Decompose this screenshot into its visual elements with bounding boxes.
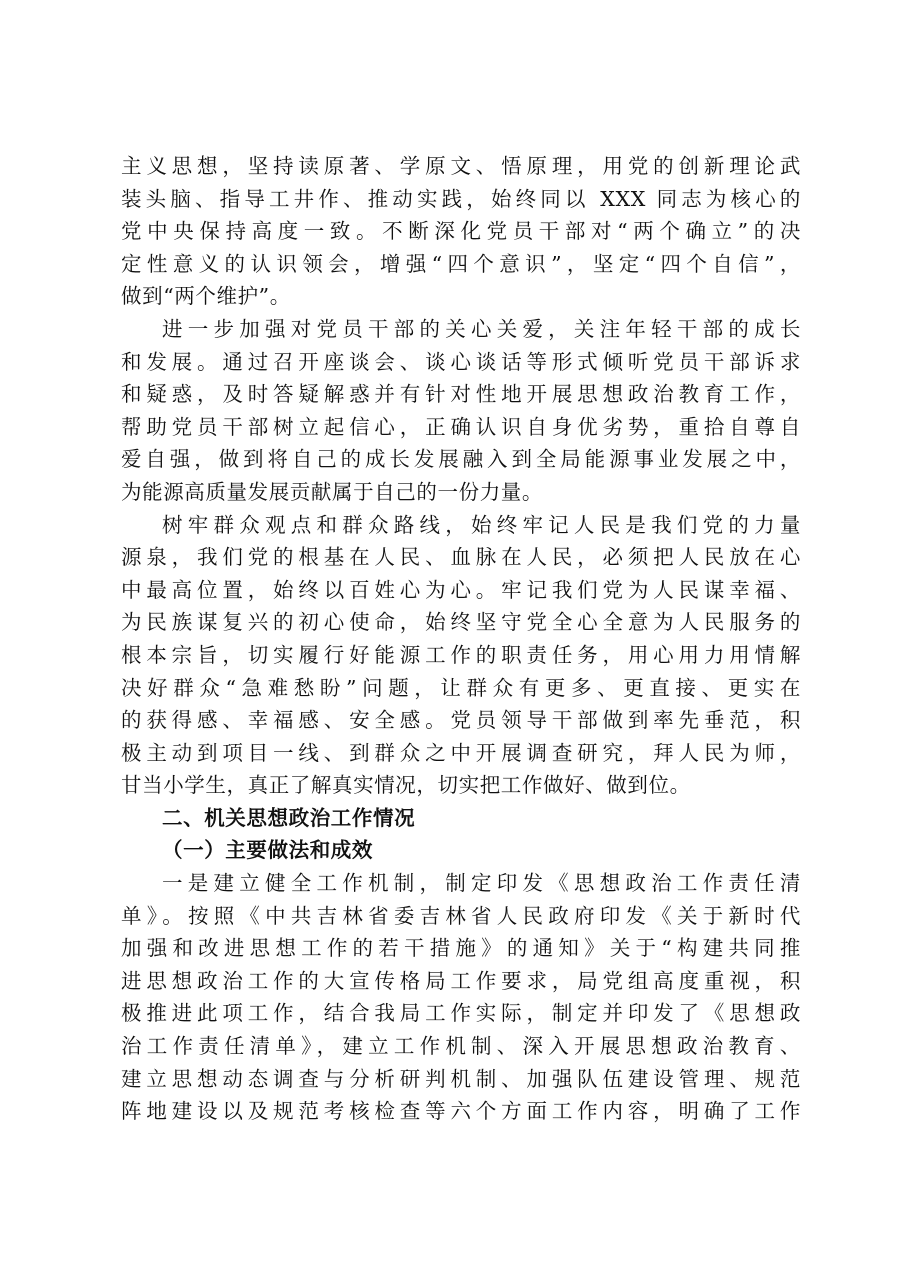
paragraph-4 <box>121 867 801 1128</box>
text-line: 极主动到项目一线、到群众之中开展调查研究，拜人民为师， <box>121 740 801 765</box>
paragraph-3 <box>121 509 801 802</box>
text-line: 和疑惑，及时答疑解惑并有针对性地开展思想政治教育工作， <box>121 382 801 407</box>
text-line: 的获得感、幸福感、安全感。党员领导干部做到率先垂范，积 <box>121 708 801 733</box>
text-line: 阵地建设以及规范考核检查等六个方面工作内容，明确了工作 <box>121 1099 801 1124</box>
paragraph-1 <box>121 150 801 313</box>
text-line: 治工作责任清单》，建立工作机制、深入开展思想政治教育、 <box>121 1034 801 1059</box>
text-line: 装头脑、指导工井作、推动实践，始终同以 XXX 同志为核心的 <box>121 186 801 211</box>
section-heading-text: 二、机关思想政治工作情况 <box>162 805 416 830</box>
text-line: 进思想政治工作的大宣传格局工作要求，局党组高度重视，积 <box>121 968 801 993</box>
text-line: 甘当小学生，真正了解真实情况，切实把工作做好、做到位。 <box>121 773 691 798</box>
text-line: 建立思想动态调查与分析研判机制、加强队伍建设管理、规范 <box>121 1066 801 1091</box>
text-line: 树牢群众观点和群众路线，始终牢记人民是我们党的力量 <box>162 512 801 537</box>
text-line: 党中央保持高度一致。不断深化党员干部对“两个确立”的决 <box>121 219 801 244</box>
text-line: 帮助党员干部树立起信心，正确认识自身优劣势，重拾自尊自 <box>121 414 801 439</box>
text-line: 根本宗旨，切实履行好能源工作的职责任务，用心用力用情解 <box>121 642 801 667</box>
text-line: 源泉，我们党的根基在人民、血脉在人民，必须把人民放在心 <box>121 545 801 570</box>
text-line: 定性意义的认识领会，增强“四个意识”，坚定“四个自信”， <box>121 251 801 276</box>
text-line: 主义思想，坚持读原著、学原文、悟原理，用党的创新理论武 <box>121 154 801 178</box>
text-line: 极推进此项工作，结合我局工作实际，制定并印发了《思想政 <box>121 1001 801 1026</box>
section-heading <box>121 802 801 835</box>
text-line: 进一步加强对党员干部的关心关爱，关注年轻干部的成长 <box>162 316 801 341</box>
paragraph-2 <box>121 313 801 509</box>
text-line: 中最高位置，始终以百姓心为心。牢记我们党为人民谋幸福、 <box>121 577 801 602</box>
text-line: 爱自强，做到将自己的成长发展融入到全局能源事业发展之中， <box>121 447 801 472</box>
text-line: 决好群众“急难愁盼”问题，让群众有更多、更直接、更实在 <box>121 675 801 700</box>
text-line: 为能源高质量发展贡献属于自己的一份力量。 <box>121 479 543 504</box>
text-line: 和发展。通过召开座谈会、谈心谈话等形式倾听党员干部诉求 <box>121 349 801 374</box>
text-line: 做到“两个维护”。 <box>121 284 291 309</box>
text-line: 为民族谋复兴的初心使命，始终坚守党全心全意为人民服务的 <box>121 610 801 635</box>
document-body <box>121 150 801 1128</box>
text-line: 单》。按照《中共吉林省委吉林省人民政府印发《关于新时代 <box>121 903 801 928</box>
text-line: 一是建立健全工作机制，制定印发《思想政治工作责任清 <box>162 871 801 896</box>
subsection-heading <box>121 834 801 867</box>
text-line: 加强和改进思想工作的若干措施》的通知》关于“构建共同推 <box>121 936 801 961</box>
subsection-heading-text: （一）主要做法和成效 <box>162 838 373 863</box>
